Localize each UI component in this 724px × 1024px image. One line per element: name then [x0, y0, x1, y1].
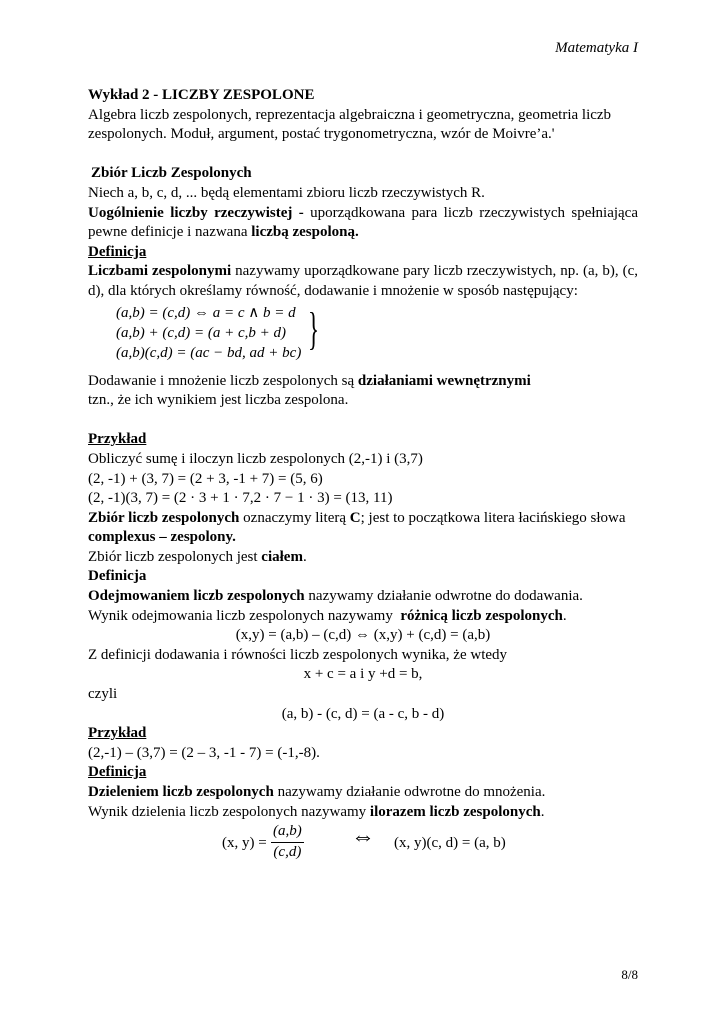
definition-label-2: Definicja	[88, 568, 147, 585]
definition-label: Definicja	[88, 243, 147, 260]
intro-line-2: zespolonych. Moduł, argument, postać trygonometryczna, wzór de Moivre’a.'	[88, 126, 555, 143]
subtraction-result-line: Wynik odejmowania liczb zespolonych nazywamy różnicą liczb zespolonych.	[88, 607, 567, 624]
setc-line-1: Zbiór liczb zespolonych oznaczymy literą C; jest to początkowa litera łacińskiego słowa	[88, 509, 626, 526]
multiplication-equation: (a,b)(c,d) = (ac − bd, ad + bc)	[116, 344, 302, 361]
setc-line-2: complexus – zespolony.	[88, 529, 236, 546]
division-fraction	[271, 822, 304, 862]
paragraph-line: Niech a, b, c, d, ... będą elementami zbioru liczb rzeczywistych R.	[88, 184, 485, 201]
generalization-line: Uogólnienie liczby rzeczywistej - uporządkowana para liczb rzeczywistych spełniająca	[88, 204, 639, 221]
right-brace: }	[308, 302, 320, 354]
division-rhs: (x, y)(c, d) = (a, b)	[394, 835, 506, 852]
example-label: Przykład	[88, 431, 147, 448]
fraction-denominator: (c,d)	[273, 843, 302, 860]
addition-equation: (a,b) + (c,d) = (a + c,b + d)	[116, 324, 287, 341]
subtraction-system: x + c = a i y +d = b,	[303, 666, 423, 683]
subtraction-def-line: Odejmowaniem liczb zespolonych nazywamy działanie odwrotne do dodawania.	[88, 588, 583, 605]
ops-line-2: tzn., że ich wynikiem jest liczba zespolona.	[88, 392, 349, 409]
equality-equation: (a,b) = (c,d) ⇔ a = c ∧ b = d	[116, 304, 296, 321]
division-lhs: (x, y) =	[222, 835, 267, 852]
example-label-2: Przykład	[88, 725, 147, 742]
page-content	[88, 86, 638, 866]
example-line-2: (2, -1) + (3, 7) = (2 + 3, -1 + 7) = (5, 6)	[88, 470, 323, 487]
complex-ops-equations	[116, 302, 320, 362]
definition-label-3: Definicja	[88, 764, 147, 781]
fraction-numerator: (a,b)	[271, 822, 304, 843]
czyli-word: czyli	[88, 686, 118, 703]
definition-line-1: Liczbami zespolonymi nazywamy uporządkowane pary liczb rzeczywistych, np. (a, b), (c,	[88, 263, 638, 280]
running-header: Matematyka I	[555, 40, 638, 56]
definition-line-2: d), dla których określamy równość, dodawanie i mnożenie w sposób następujący:	[88, 282, 578, 299]
generalization-line-2: pewne definicje i nazwana liczbą zespoloną.	[88, 224, 359, 241]
intro-line-1: Algebra liczb zespolonych, reprezentacja algebraiczna i geometryczna, geometria liczb	[88, 106, 612, 123]
page-number: 8/8	[621, 967, 638, 982]
example2-line: (2,-1) – (3,7) = (2 – 3, -1 - 7) = (-1,-8).	[88, 744, 320, 761]
division-result-line: Wynik dzielenia liczb zespolonych nazywamy ilorazem liczb zespolonych.	[88, 803, 545, 820]
example-line-3: (2, -1)(3, 7) = (2 · 3 + 1 · 7,2 · 7 − 1 · 3) = (13, 11)	[88, 490, 393, 507]
example-line-1: Obliczyć sumę i iloczyn liczb zespolonych (2,-1) i (3,7)	[88, 450, 423, 467]
division-def-line: Dzieleniem liczb zespolonych nazywamy działanie odwrotne do mnożenia.	[88, 784, 546, 800]
subtraction-implication-line: Z definicji dodawania i równości liczb zespolonych wynika, że wtedy	[88, 646, 508, 663]
subtraction-equation: (x,y) = (a,b) – (c,d) ⇔ (x,y) + (c,d) = (a,b)	[235, 627, 491, 644]
lecture-title: Wykład 2 - LICZBY ZESPOLONE	[88, 87, 315, 103]
division-equation	[88, 822, 638, 866]
subtraction-result-equation: (a, b) - (c, d) = (a - c, b - d)	[281, 705, 445, 722]
section-heading: Zbiór Liczb Zespolonych	[91, 165, 252, 182]
iff-symbol: ⇔	[351, 824, 375, 851]
setc-line-3: Zbiór liczb zespolonych jest ciałem.	[88, 548, 307, 565]
ops-line-1: Dodawanie i mnożenie liczb zespolonych są działaniami wewnętrznymi	[88, 372, 531, 389]
